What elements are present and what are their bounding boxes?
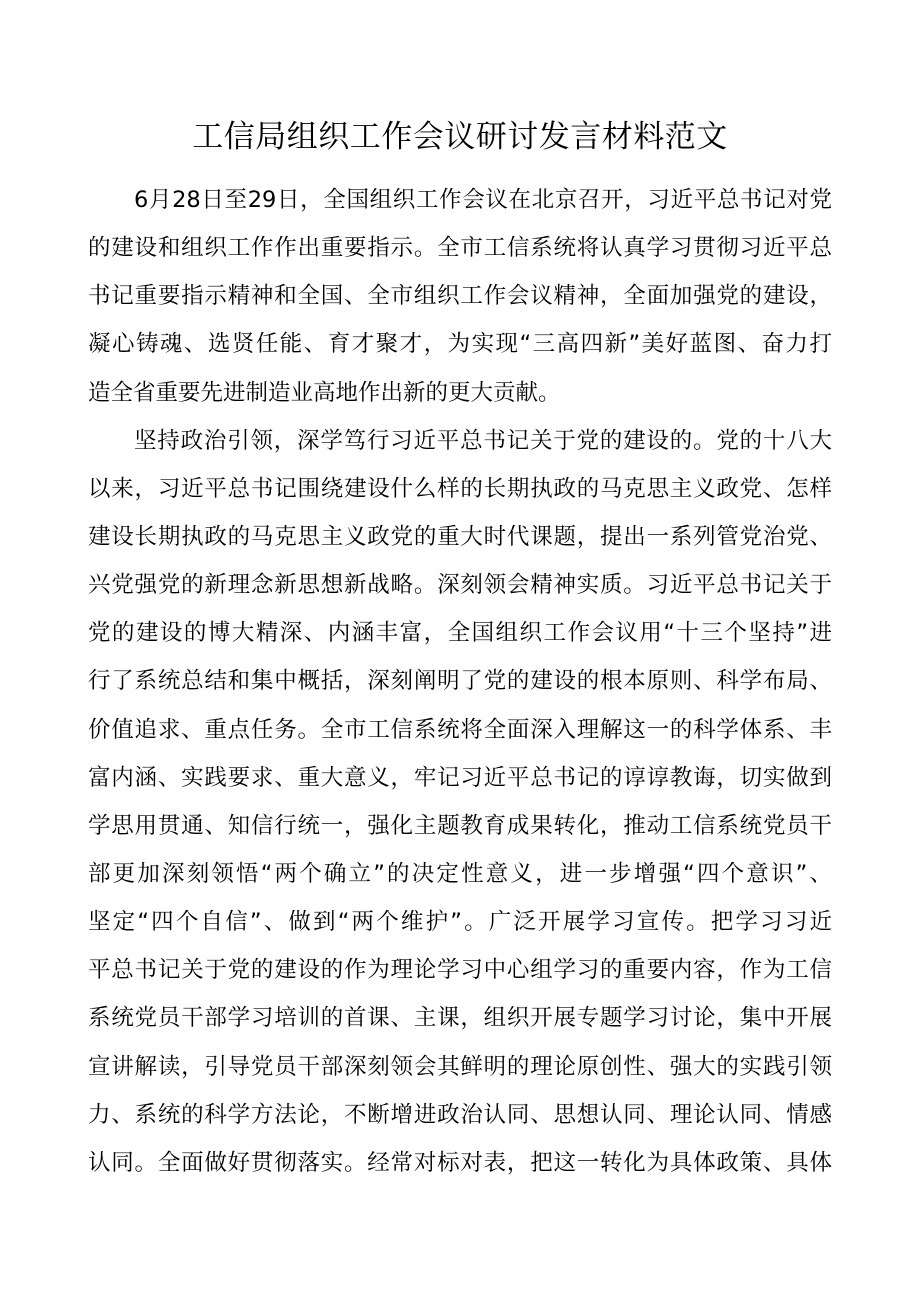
paragraph-line: 行了系统总结和集中概括，深刻阐明了党的建设的根本原则、科学布局、 (88, 668, 832, 695)
paragraph-line: 造全省重要先进制造业高地作出新的更大贡献。 (88, 379, 561, 406)
paragraph-1 (88, 176, 832, 417)
paragraph-line: 的建设和组织工作作出重要指示。全市工信系统将认真学习贯彻习近平总 (88, 235, 832, 262)
paragraph-line: 学思用贯通、知信行统一，强化主题教育成果转化，推动工信系统党员干 (88, 812, 832, 839)
paragraph-line: 党的建设的博大精深、内涵丰富，全国组织工作会议用“十三个坚持”进 (88, 620, 832, 647)
paragraph-line: 凝心铸魂、选贤任能、育才聚才，为实现“三高四新”美好蓝图、奋力打 (88, 331, 832, 358)
paragraph-line: 部更加深刻领悟“两个确立”的决定性意义，进一步增强“四个意识”、 (88, 860, 832, 887)
paragraph-line: 系统党员干部学习培训的首课、主课，组织开展专题学习讨论，集中开展 (88, 1005, 832, 1032)
paragraph-line: 力、系统的科学方法论，不断增进政治认同、思想认同、理论认同、情感 (88, 1101, 832, 1128)
document-body (88, 176, 832, 1187)
document-title: 工信局组织工作会议研讨发言材料范文 (192, 119, 728, 155)
paragraph-line: 富内涵、实践要求、重大意义，牢记习近平总书记的谆谆教诲，切实做到 (88, 764, 832, 791)
paragraph-line: 宣讲解读，引导党员干部深刻领会其鲜明的理论原创性、强大的实践引领 (88, 1053, 832, 1080)
paragraph-line: 平总书记关于党的建设的作为理论学习中心组学习的重要内容，作为工信 (88, 957, 832, 984)
paragraph-line: 以来，习近平总书记围绕建设什么样的长期执政的马克思主义政党、怎样 (88, 475, 832, 502)
paragraph-line: 6月28日至29日，全国组织工作会议在北京召开，习近平总书记对党 (134, 187, 832, 213)
paragraph-2 (88, 417, 832, 1187)
paragraph-line: 建设长期执政的马克思主义政党的重大时代课题，提出一系列管党治党、 (88, 523, 832, 550)
paragraph-line: 坚持政治引领，深学笃行习近平总书记关于党的建设的。党的十八大 (134, 427, 832, 454)
paragraph-line: 价值追求、重点任务。全市工信系统将全面深入理解这一的科学体系、丰 (88, 716, 832, 743)
paragraph-line: 兴党强党的新理念新思想新战略。深刻领会精神实质。习近平总书记关于 (88, 572, 832, 599)
paragraph-line: 坚定“四个自信”、做到“两个维护”。广泛开展学习宣传。把学习习近 (88, 909, 832, 936)
paragraph-line: 书记重要指示精神和全国、全市组织工作会议精神，全面加强党的建设， (88, 283, 832, 310)
paragraph-line: 认同。全面做好贯彻落实。经常对标对表，把这一转化为具体政策、具体 (88, 1149, 832, 1176)
